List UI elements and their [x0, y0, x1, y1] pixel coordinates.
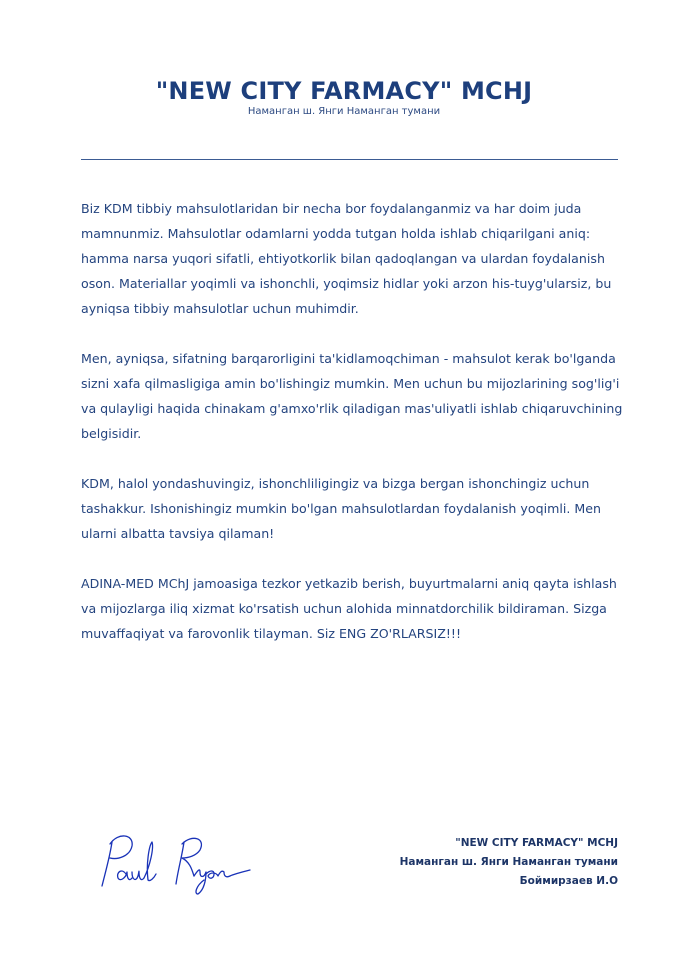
- company-title: "NEW CITY FARMACY" MCHJ: [155, 77, 533, 105]
- paragraph-1: Biz KDM tibbiy mahsulotlaridan bir necha bor foydalanganmiz va har doim juda mamnunmiz. Mahsulotlar odamlarni yodda tutgan holda ishlab chiqarilgani aniq: hamma narsa yuqori sifatli, ehtiyotkorlik bilan qadoqlangan va ulardan foydalanish oson. Materiallar yoqimli va ishonchli, yoqimsiz hidlar yoki arzon his-tuyg'ularsiz, bu ayniqsa tibbiy mahsulotlar uchun muhimdir.: [81, 201, 612, 316]
- signature-address: Наманган ш. Янги Наманган тумани: [399, 856, 618, 868]
- signature-block: [400, 834, 618, 891]
- paragraph-2: Men, ayniqsa, sifatning barqarorligini ta'kidlamoqchiman - mahsulot kerak bo'lganda sizni xafa qilmasligiga amin bo'lishingiz mumkin. Men uchun bu mijozlarining sog'lig'i va qulayligi haqida chinakam g'amxo'rlik qiladigan mas'uliyatli ishlab chiqaruvchining belgisidir.: [81, 351, 623, 441]
- handwritten-signature: [96, 828, 256, 898]
- company-address: Наманган ш. Янги Наманган тумани: [247, 106, 441, 117]
- paragraph-4: ADINA-MED MChJ jamoasiga tezkor yetkazib berish, buyurtmalarni aniq qayta ishlash va mijozlarga iliq xizmat ko'rsatish uchun alohida minnatdorchilik bildiraman. Sizga muvaffaqiyat va farovonlik tilayman. Siz ENG ZO'RLARSIZ!!!: [81, 576, 617, 641]
- paragraph-3: KDM, halol yondashuvingiz, ishonchliligingiz va bizga bergan ishonchingiz uchun tashakkur. Ishonishingiz mumkin bo'lgan mahsulotlardan foydalanish yoqimli. Men ularni albatta tavsiya qilaman!: [81, 476, 601, 541]
- letter-body: [81, 196, 626, 671]
- letterhead: [0, 74, 688, 119]
- header-divider: [81, 159, 618, 160]
- signature-company: "NEW CITY FARMACY" MCHJ: [455, 837, 618, 849]
- signer-name: Боймирзаев И.О: [519, 875, 618, 887]
